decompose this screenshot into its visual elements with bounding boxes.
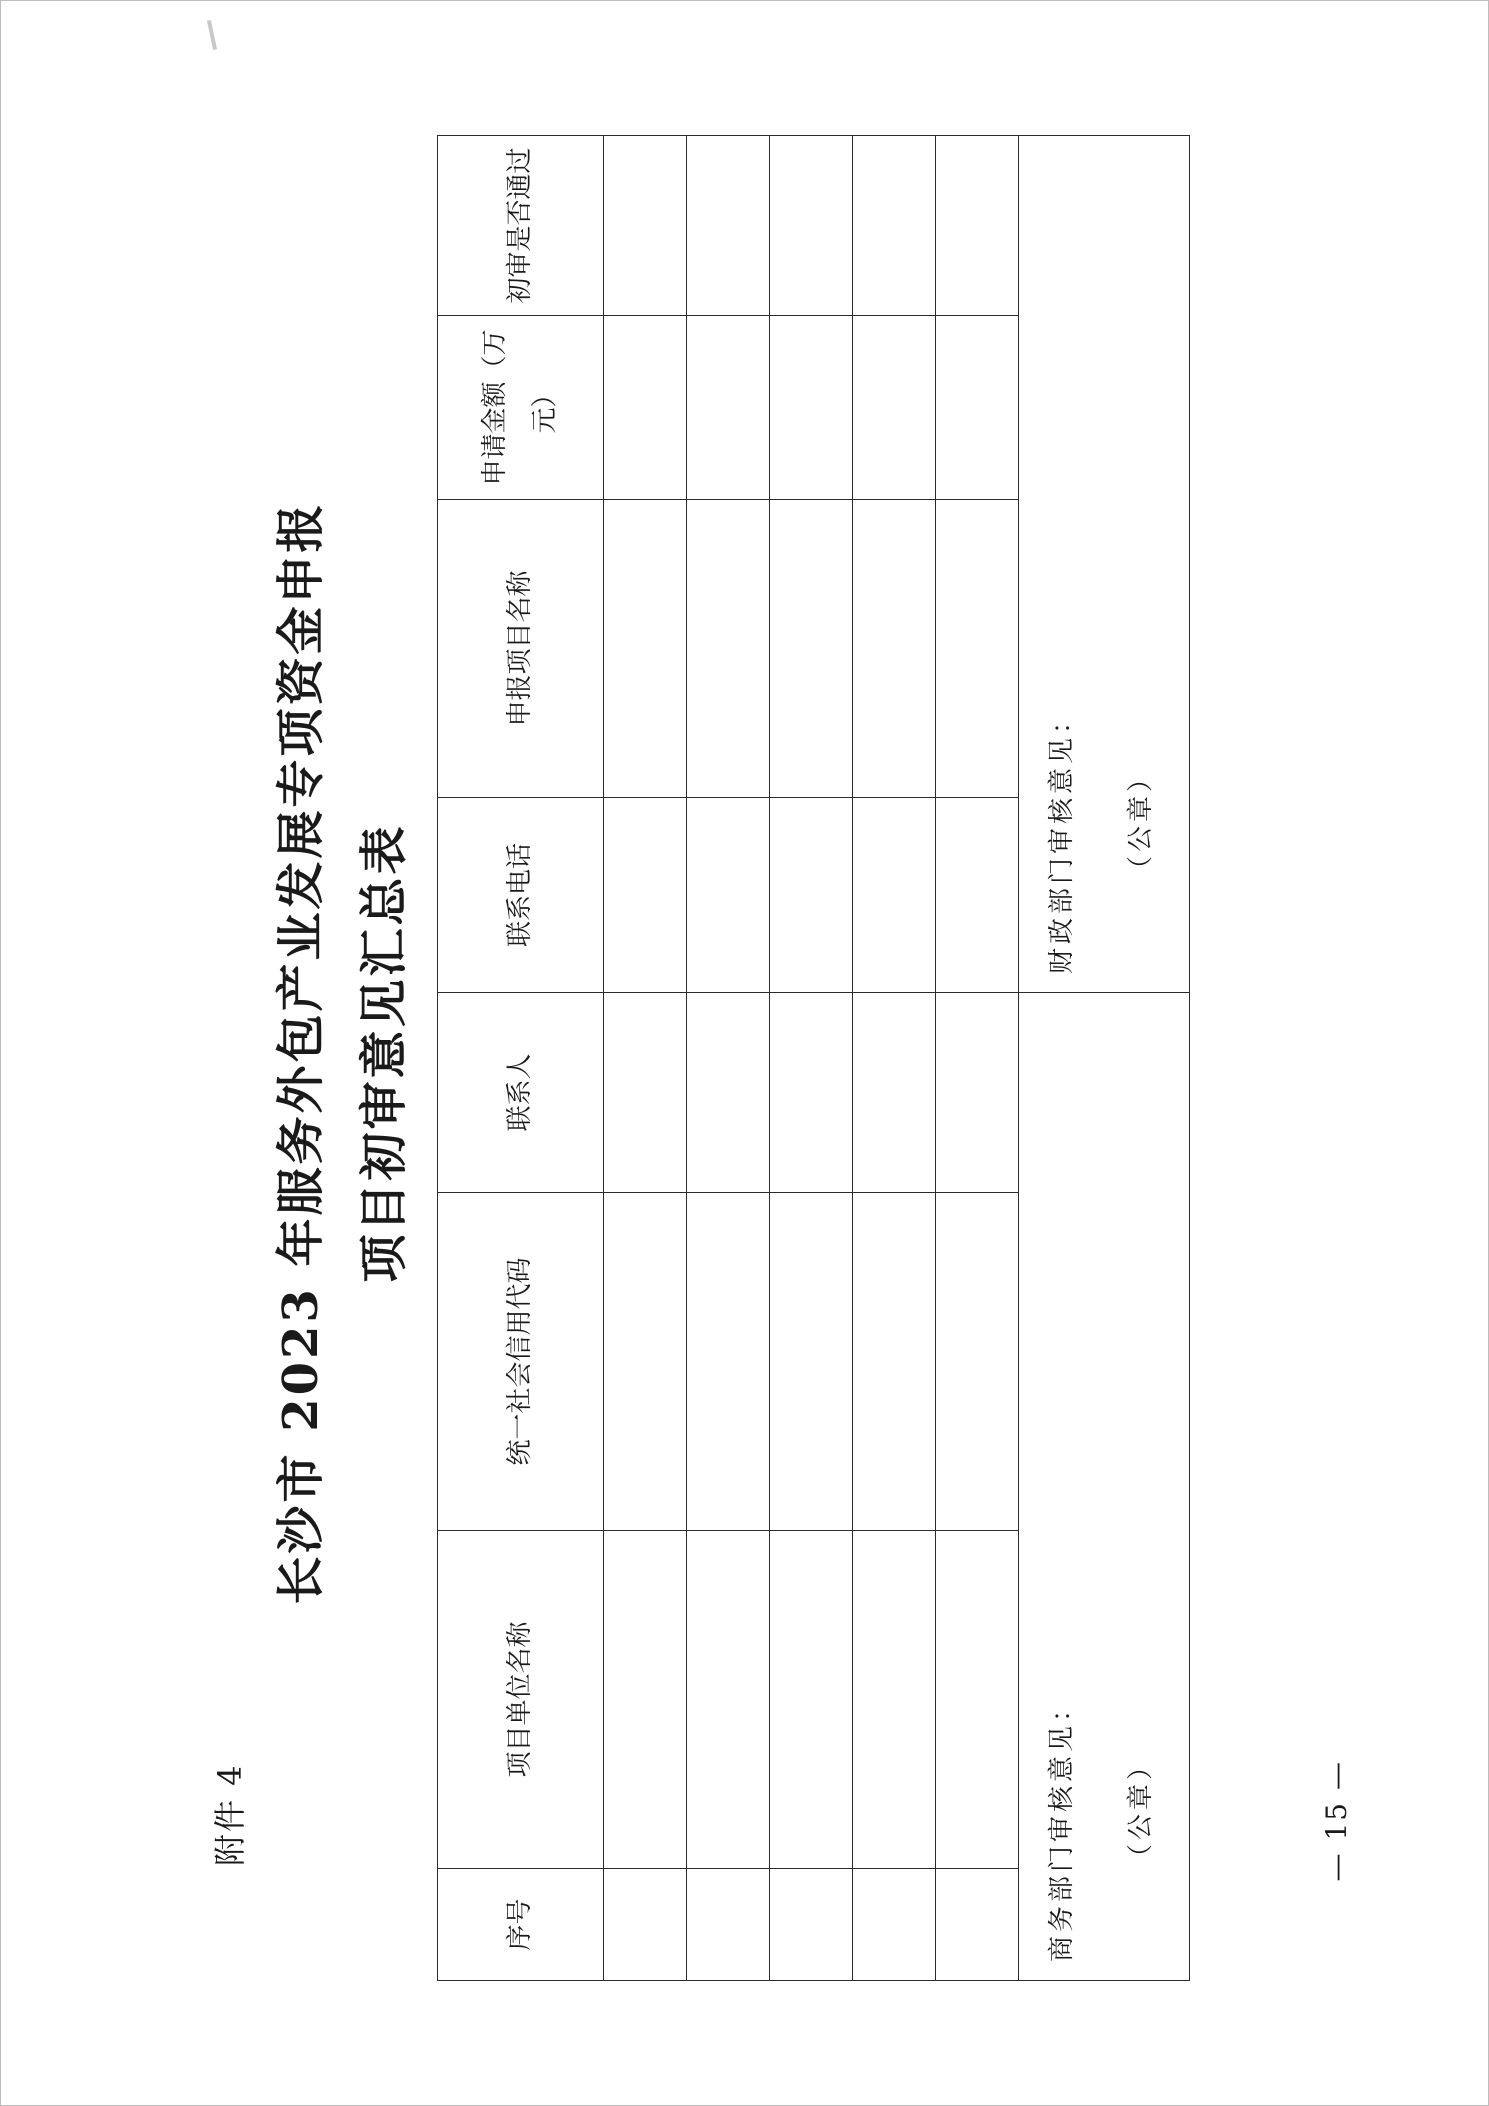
table-cell bbox=[853, 1869, 936, 1981]
table-cell bbox=[936, 993, 1019, 1193]
header-cell: 初审是否通过 bbox=[438, 136, 604, 316]
table-cell bbox=[770, 993, 853, 1193]
table-cell bbox=[853, 500, 936, 798]
table-cell bbox=[853, 136, 936, 316]
attachment-label: 附件 4 bbox=[211, 1763, 249, 1866]
header-row bbox=[438, 136, 604, 1981]
table-row bbox=[853, 136, 936, 1981]
header-cell: 联系电话 bbox=[438, 798, 604, 993]
commerce-seal-label: （公章） bbox=[1126, 1749, 1156, 1870]
table-cell bbox=[687, 1531, 770, 1869]
table-row bbox=[687, 136, 770, 1981]
document-title-line1: 长沙市 2023 年服务外包产业发展专项资金申报 bbox=[273, 501, 329, 1605]
table-cell bbox=[604, 1869, 687, 1981]
table-cell bbox=[936, 1869, 1019, 1981]
table-cell bbox=[770, 798, 853, 993]
table-cell bbox=[687, 500, 770, 798]
commerce-opinion-label: 商务部门审核意见： bbox=[1047, 1691, 1077, 1962]
page-number-wrap bbox=[1320, 0, 1353, 2106]
header-cell: 申请金额（万元） bbox=[438, 316, 604, 500]
table-cell bbox=[936, 500, 1019, 798]
summary-table bbox=[437, 135, 1190, 1981]
table-cell bbox=[853, 1531, 936, 1869]
table-cell bbox=[770, 1531, 853, 1869]
table-cell bbox=[604, 798, 687, 993]
table-cell bbox=[604, 136, 687, 316]
table-cell bbox=[770, 500, 853, 798]
finance-opinion-label: 财政部门审核意见： bbox=[1047, 703, 1077, 974]
table-cell bbox=[687, 1193, 770, 1531]
header-cell: 统一社会信用代码 bbox=[438, 1193, 604, 1531]
table-cell bbox=[770, 1193, 853, 1531]
commerce-opinion-cell bbox=[1019, 993, 1190, 1981]
table-cell bbox=[936, 1193, 1019, 1531]
table-cell bbox=[770, 136, 853, 316]
table-cell bbox=[687, 136, 770, 316]
table-cell bbox=[936, 1531, 1019, 1869]
header-cell: 项目单位名称 bbox=[438, 1531, 604, 1869]
document-title-line2: 项目初审意见汇总表 bbox=[356, 823, 412, 1283]
table-cell bbox=[687, 316, 770, 500]
table-cell bbox=[604, 1193, 687, 1531]
table-cell bbox=[936, 316, 1019, 500]
table-cell bbox=[853, 798, 936, 993]
table-row bbox=[604, 136, 687, 1981]
header-cell: 序号 bbox=[438, 1869, 604, 1981]
page-number: — 15 — bbox=[1320, 1760, 1353, 1882]
header-cell: 申报项目名称 bbox=[438, 500, 604, 798]
table-cell bbox=[687, 798, 770, 993]
finance-seal-label: （公章） bbox=[1126, 761, 1156, 882]
table-cell bbox=[604, 500, 687, 798]
table-cell bbox=[853, 993, 936, 1193]
opinion-row bbox=[1019, 136, 1190, 1981]
table-row bbox=[936, 136, 1019, 1981]
table-cell bbox=[770, 316, 853, 500]
header-cell: 联系人 bbox=[438, 993, 604, 1193]
table-cell bbox=[687, 993, 770, 1193]
table-cell bbox=[604, 1531, 687, 1869]
table-cell bbox=[853, 1193, 936, 1531]
table-cell bbox=[604, 316, 687, 500]
table-row bbox=[770, 136, 853, 1981]
finance-opinion-cell bbox=[1019, 136, 1190, 993]
table-cell bbox=[936, 136, 1019, 316]
table-cell bbox=[770, 1869, 853, 1981]
table-cell bbox=[936, 798, 1019, 993]
table-cell bbox=[853, 316, 936, 500]
table-cell bbox=[604, 993, 687, 1193]
table-cell bbox=[687, 1869, 770, 1981]
